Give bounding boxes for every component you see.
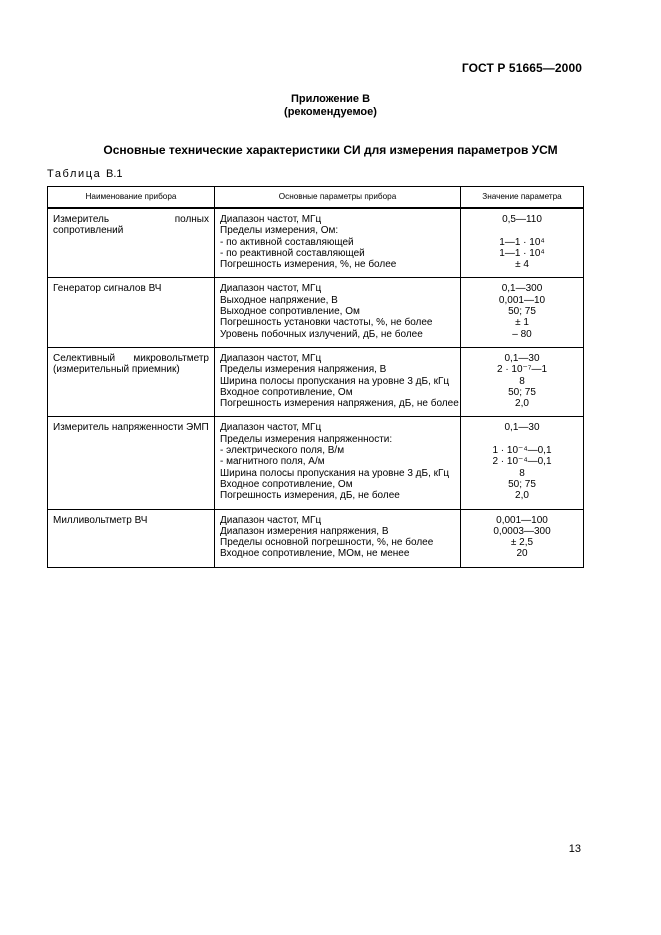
values-cell (461, 417, 584, 509)
parameter-value: 0,001—100 (496, 514, 548, 526)
column-header-params: Основные параметры прибора (215, 187, 461, 209)
parameter-label: Выходное сопротивление, Ом (220, 306, 360, 318)
device-name-cell (48, 208, 215, 278)
device-name: Измеритель полных сопротивлений (53, 214, 209, 237)
specifications-table (47, 186, 584, 568)
column-header-name: Наименование прибора (48, 187, 215, 209)
appendix-heading (0, 93, 661, 119)
values-cell (461, 278, 584, 347)
parameters-cell (215, 347, 461, 416)
table-caption-number: В.1 (106, 168, 123, 180)
table-header-row (48, 187, 584, 209)
parameter-label: Погрешность измерения, %, не более (220, 259, 397, 271)
parameter-label: Ширина полосы пропускания на уровне 3 дБ, кГц (220, 467, 450, 479)
parameter-value: – 80 (512, 328, 532, 340)
table-row (48, 208, 584, 278)
table-caption (47, 168, 123, 180)
table-row (48, 278, 584, 347)
parameter-value: 2,0 (515, 490, 529, 502)
table-body (48, 208, 584, 567)
page-number: 13 (568, 843, 581, 855)
parameter-value: 1—1 · 10⁴ (499, 247, 545, 259)
values-cell (461, 509, 584, 567)
parameter-label: Диапазон частот, МГц (220, 214, 322, 225)
parameter-value: 0,1—300 (501, 283, 543, 295)
parameter-label: Пределы основной погрешности, %, не более (220, 537, 434, 549)
parameter-label: Пределы измерения, Ом: (220, 225, 339, 237)
parameter-label: Выходное напряжение, В (220, 294, 338, 306)
device-name: Измеритель напряженности ЭМП (53, 422, 209, 434)
parameter-value: 20 (516, 548, 528, 560)
device-name-cell (48, 509, 215, 567)
parameter-value: 8 (519, 375, 525, 387)
device-name: Милливольтметр ВЧ (53, 514, 148, 526)
parameter-label: Входное сопротивление, Ом (220, 386, 353, 398)
device-name-cell (48, 347, 215, 416)
parameter-value: 50; 75 (508, 478, 536, 490)
parameter-label: Пределы измерения напряжения, В (220, 364, 387, 376)
column-header-values: Значение параметра (461, 187, 584, 209)
parameter-label: - магнитного поля, А/м (220, 456, 325, 468)
parameter-label: Погрешность измерения, дБ, не более (220, 490, 400, 502)
document-code: ГОСТ Р 51665—2000 (461, 61, 582, 75)
parameter-value: 0,5—110 (502, 214, 542, 225)
parameters-cell (215, 208, 461, 278)
device-name: Селективный микровольтметр (измерительный приемник) (53, 352, 209, 376)
table-row (48, 509, 584, 567)
device-name: Генератор сигналов ВЧ (53, 283, 162, 295)
parameters-cell (215, 509, 461, 567)
parameter-label: Диапазон частот, МГц (220, 283, 322, 295)
values-cell (461, 347, 584, 416)
parameter-value: 50; 75 (508, 386, 536, 398)
parameter-value: 0,1—30 (504, 352, 540, 364)
parameter-label: Диапазон частот, МГц (220, 352, 322, 364)
device-name-cell (48, 417, 215, 509)
parameter-value: ± 2,5 (510, 537, 534, 549)
parameter-label: Входное сопротивление, Ом (220, 478, 353, 490)
table-title: Основные технические характеристики СИ для измерения параметров УСМ (103, 143, 558, 157)
parameter-label: Погрешность измерения напряжения, дБ, не более (220, 398, 459, 410)
values-cell (461, 208, 584, 278)
parameters-cell (215, 278, 461, 347)
parameter-label: - по реактивной составляющей (220, 247, 365, 259)
parameter-value: ± 1 (515, 317, 529, 329)
parameter-value: 2 · 10⁻⁷—1 (496, 364, 548, 376)
parameter-label: Погрешность установки частоты, %, не более (220, 317, 433, 329)
table-caption-label: Таблица (47, 168, 102, 180)
parameter-value: 0,0003—300 (493, 525, 551, 537)
parameter-label: - электрического поля, В/м (220, 445, 345, 457)
parameter-label: Входное сопротивление, МОм, не менее (220, 548, 410, 560)
parameter-label: Пределы измерения напряженности: (220, 433, 393, 445)
parameter-value: ± 4 (515, 259, 529, 271)
parameter-value: 2,0 (515, 398, 529, 410)
table-row (48, 417, 584, 509)
parameter-value (466, 434, 578, 445)
parameter-value: 1 · 10⁻⁴—0,1 (492, 445, 552, 457)
parameter-value: 50; 75 (508, 306, 536, 318)
parameter-value: 1—1 · 10⁴ (499, 236, 545, 248)
parameter-label: Диапазон измерения напряжения, В (220, 525, 389, 537)
parameter-label: Диапазон частот, МГц (220, 514, 322, 526)
parameter-label: Уровень побочных излучений, дБ, не более (220, 328, 423, 340)
parameter-label: Ширина полосы пропускания на уровне 3 дБ, кГц (220, 375, 450, 387)
parameter-label: Диапазон частот, МГц (220, 422, 322, 434)
parameter-value: 8 (519, 467, 525, 479)
table-row (48, 347, 584, 416)
parameters-cell (215, 417, 461, 509)
parameter-value: 0,1—30 (504, 422, 540, 434)
parameter-label: - по активной составляющей (220, 236, 354, 248)
parameter-value: 0,001—10 (498, 294, 546, 306)
device-name-cell (48, 278, 215, 347)
appendix-subtitle: (рекомендуемое) (284, 106, 377, 118)
parameter-value (466, 225, 578, 236)
appendix-title: Приложение В (290, 93, 371, 105)
parameter-value: 2 · 10⁻⁴—0,1 (492, 456, 552, 468)
